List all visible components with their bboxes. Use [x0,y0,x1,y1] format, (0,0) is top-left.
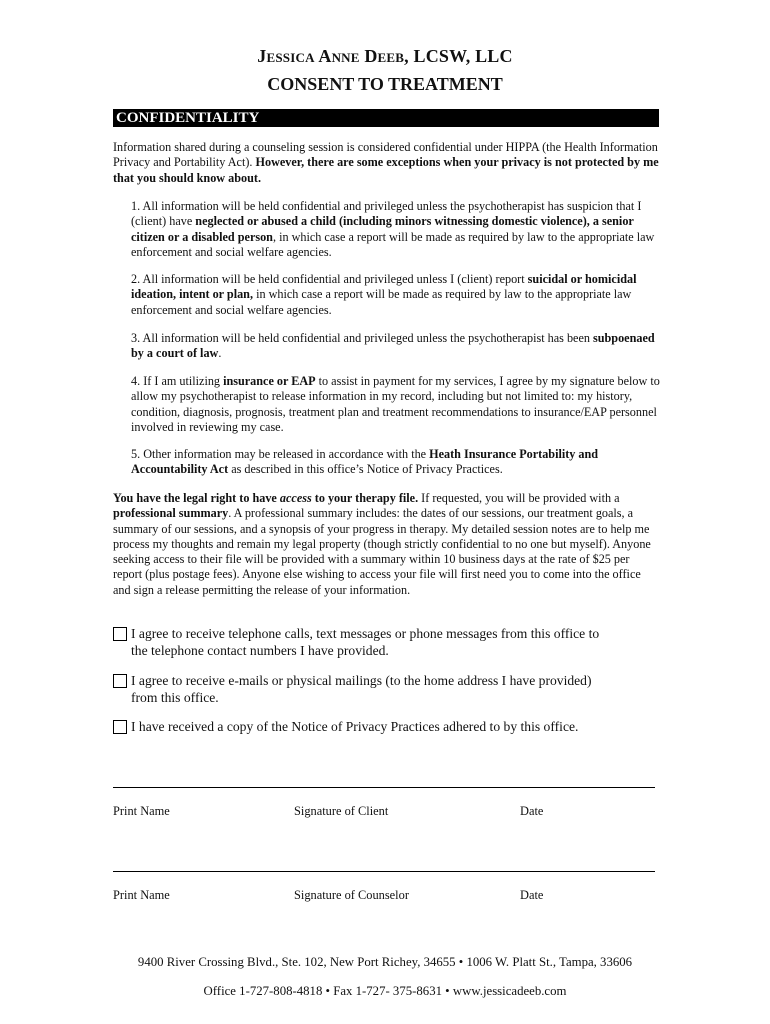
item-text: . [218,346,222,361]
rights-text: . A professional summary includes: the dates of our sessions, our treatment goals, a summary of our sessions, and a synopsis of your progress in therapy. My detailed session notes are to help me process my thoughts and remain my legal property (though strictly confidential to no one but myself). Anyone seeking access to their file will be provided with a summary within 10 business days at the rate of $25 per report (plus postage fees). Anyone else wishing to access your file will first need you to come into the office and sign a release permitting the release of your information. [113,506,651,597]
item-text: in which case a report will be made as required by law to the appropriate law enforcement and social welfare agencies. [131,287,632,317]
counselor-date-label: Date [520,888,544,902]
consent-phone-checkbox[interactable] [113,627,127,641]
item-text: 1. All information will be held confidential and privileged unless the psychotherapist has suspicion that I (client) have [131,199,642,229]
rights-bold-text: to your therapy file. [311,491,419,505]
exception-item-4 [131,374,661,435]
client-date-label: Date [520,804,544,818]
privacy-notice-row [113,718,661,735]
counselor-signature-label: Signature of Counselor [294,888,409,902]
item-text: 2. All information will be held confidential and privileged unless I (client) report [131,272,528,286]
item-bold-text: Heath Insurance Portability and Accountability Act [131,447,599,477]
item-text: to assist in payment for my services, I agree by my signature below to allow my psychotherapist to release information in my record, including but not limited to: my history, condition, diagnosis, prognosis, treatment plan and treatment recommendations to insurance/EAP personnel involved in reviewing my case. [131,374,660,434]
client-signature-label: Signature of Client [294,804,389,818]
item-text: as described in this office’s Notice of Privacy Practices. [228,462,503,477]
footer-address: 9400 River Crossing Blvd., Ste. 102, New Port Richey, 34655 • 1006 W. Platt St., Tampa, 33606 [137,955,633,969]
counselor-signature-line[interactable] [113,871,655,872]
rights-bold-text: You have the legal right to have [113,491,280,505]
section-header-confidentiality: CONFIDENTIALITY [113,109,659,127]
consent-phone-row [113,625,661,659]
consent-phone-label-line1: I agree to receive telephone calls, text messages or phone messages from this office to [131,626,600,641]
file-access-paragraph [113,491,661,598]
item-bold-text: insurance or EAP [223,374,316,388]
exception-item-5 [131,447,661,478]
item-bold-text: suicidal or homicidal ideation, intent or plan, [131,272,637,302]
item-text: 3. All information will be held confidential and privileged unless the psychotherapist has been [131,331,593,345]
client-signature-line[interactable] [113,787,655,788]
item-bold-text: subpoenaed by a court of law [131,331,655,361]
document-title: CONSENT TO TREATMENT [267,74,503,94]
counselor-print-name-label: Print Name [113,888,170,902]
consent-email-label-line2: from this office. [131,690,219,705]
consent-email-label-line1: I agree to receive e-mails or physical mailings (to the home address I have provided) [131,673,592,688]
footer-contact: Office 1-727-808-4818 • Fax 1-727- 375-8631 • www.jessicadeeb.com [203,984,567,998]
consent-email-row [113,672,661,706]
item-text: 5. Other information may be released in accordance with the [131,447,430,461]
exception-item-2 [131,272,661,318]
item-text: 4. If I am utilizing [131,374,224,388]
consent-phone-label-line2: the telephone contact numbers I have provided. [131,643,389,658]
rights-bold-italic-text: access [279,491,312,505]
client-print-name-label: Print Name [113,804,170,818]
intro-bold-text: However, there are some exceptions when your privacy is not protected by me that you should know about. [113,155,659,185]
item-bold-text: neglected or abused a child (including minors witnessing domestic violence), a senior citizen or a disabled person [131,214,634,244]
rights-bold-text: professional summary [113,506,229,521]
item-text: , in which case a report will be made as required by law to the appropriate law enforcement and social welfare agencies. [131,229,655,259]
intro-paragraph [113,140,661,186]
exception-item-3 [131,331,661,362]
intro-text: Information shared during a counseling session is considered confidential under HIPPA (the Health Information Privacy and Portability Act). [113,140,658,170]
privacy-notice-label: I have received a copy of the Notice of Privacy Practices adhered to by this office. [131,719,579,734]
consent-email-checkbox[interactable] [113,674,127,688]
privacy-notice-checkbox[interactable] [113,720,127,734]
exception-item-1 [131,199,661,260]
firm-name: Jessica Anne Deeb, LCSW, LLC [257,46,513,66]
rights-text: If requested, you will be provided with a [418,491,620,505]
